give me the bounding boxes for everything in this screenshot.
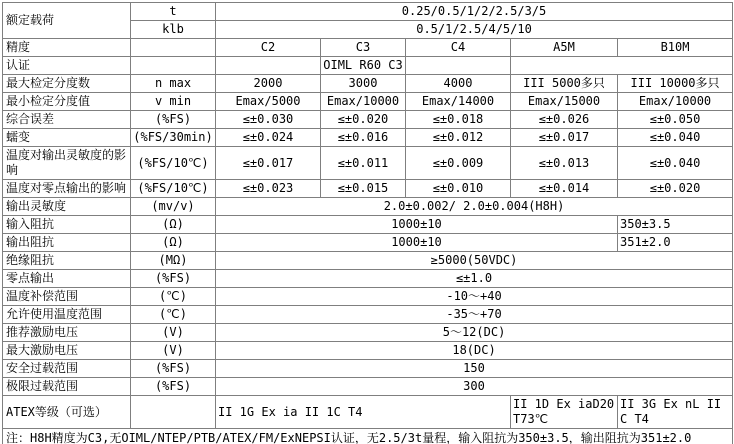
table-row bbox=[3, 111, 733, 129]
table-row bbox=[3, 306, 733, 324]
value-cert-a5m-b10m bbox=[511, 57, 733, 75]
value-tsens-c3: ≤±0.011 bbox=[321, 147, 406, 180]
value-error-c2: ≤±0.030 bbox=[216, 111, 321, 129]
value-nmax-c2: 2000 bbox=[216, 75, 321, 93]
value-zero-output: ≤±1.0 bbox=[216, 270, 733, 288]
value-tzero-a5m: ≤±0.014 bbox=[511, 180, 618, 198]
unit-celsius: (℃) bbox=[131, 306, 216, 324]
unit-empty bbox=[131, 396, 216, 429]
table-row bbox=[3, 360, 733, 378]
value-output-sensitivity: 2.0±0.002/ 2.0±0.004(H8H) bbox=[216, 198, 733, 216]
row-label-output-sensitivity: 输出灵敏度 bbox=[3, 198, 131, 216]
table-row bbox=[3, 129, 733, 147]
value-error-b10m: ≤±0.050 bbox=[618, 111, 733, 129]
value-insulation-resistance: ≥5000(50VDC) bbox=[216, 252, 733, 270]
unit-v-min: v min bbox=[131, 93, 216, 111]
unit-pct-fs-10c: (%FS/10℃) bbox=[131, 147, 216, 180]
footnote-h8h: 注：H8H精度为C3,无OIML/NTEP/PTB/ATEX/FM/ExNEPSI认证，无2.5/3t量程，输入阻抗为350±3.5，输出阻抗为351±2.0 bbox=[3, 429, 733, 444]
value-error-c4: ≤±0.018 bbox=[406, 111, 511, 129]
value-cert-c3: OIML R60 C3 bbox=[321, 57, 406, 75]
table-row bbox=[3, 180, 733, 198]
column-header-c4: C4 bbox=[406, 39, 511, 57]
row-label-temp-effect-sensitivity: 温度对输出灵敏度的影响 bbox=[3, 147, 131, 180]
table-row bbox=[3, 378, 733, 396]
value-tzero-c2: ≤±0.023 bbox=[216, 180, 321, 198]
row-label-insulation-resistance: 绝缘阻抗 bbox=[3, 252, 131, 270]
value-tzero-c3: ≤±0.015 bbox=[321, 180, 406, 198]
row-label-creep: 蠕变 bbox=[3, 129, 131, 147]
value-nmax-b10m: III 10000多只 bbox=[618, 75, 733, 93]
value-nmax-a5m: III 5000多只 bbox=[511, 75, 618, 93]
value-tsens-c4: ≤±0.009 bbox=[406, 147, 511, 180]
table-row bbox=[3, 3, 733, 21]
row-label-operating-temp-range: 允许使用温度范围 bbox=[3, 306, 131, 324]
table-row bbox=[3, 216, 733, 234]
unit-ohm: (Ω) bbox=[131, 216, 216, 234]
row-label-input-impedance: 输入阻抗 bbox=[3, 216, 131, 234]
value-error-a5m: ≤±0.026 bbox=[511, 111, 618, 129]
unit-pct-fs: (%FS) bbox=[131, 270, 216, 288]
value-creep-c3: ≤±0.016 bbox=[321, 129, 406, 147]
value-output-impedance: 1000±10 bbox=[216, 234, 618, 252]
value-tsens-a5m: ≤±0.013 bbox=[511, 147, 618, 180]
row-label-ultimate-overload: 极限过载范围 bbox=[3, 378, 131, 396]
value-ultimate-overload: 300 bbox=[216, 378, 733, 396]
unit-volt: (V) bbox=[131, 342, 216, 360]
value-nmax-c3: 3000 bbox=[321, 75, 406, 93]
table-row bbox=[3, 75, 733, 93]
value-tzero-c4: ≤±0.010 bbox=[406, 180, 511, 198]
value-capacities-klb: 0.5/1/2.5/4/5/10 bbox=[216, 21, 733, 39]
table-row bbox=[3, 147, 733, 180]
value-tzero-b10m: ≤±0.020 bbox=[618, 180, 733, 198]
unit-empty bbox=[131, 57, 216, 75]
value-nmax-c4: 4000 bbox=[406, 75, 511, 93]
row-label-certification: 认证 bbox=[3, 57, 131, 75]
row-label-safe-overload: 安全过载范围 bbox=[3, 360, 131, 378]
unit-empty bbox=[131, 39, 216, 57]
value-safe-overload: 150 bbox=[216, 360, 733, 378]
value-creep-c2: ≤±0.024 bbox=[216, 129, 321, 147]
value-atex-gas: II 1G Ex ia II 1C T4 bbox=[216, 396, 511, 429]
value-cert-c2 bbox=[216, 57, 321, 75]
row-label-output-impedance: 输出阻抗 bbox=[3, 234, 131, 252]
unit-pct-fs-10c: (%FS/10℃) bbox=[131, 180, 216, 198]
value-recommended-excitation: 5～12(DC) bbox=[216, 324, 733, 342]
column-header-c3: C3 bbox=[321, 39, 406, 57]
value-tsens-c2: ≤±0.017 bbox=[216, 147, 321, 180]
load-cell-spec-table bbox=[2, 2, 733, 444]
row-label-max-excitation: 最大激励电压 bbox=[3, 342, 131, 360]
value-creep-c4: ≤±0.012 bbox=[406, 129, 511, 147]
row-label-accuracy-class: 精度 bbox=[3, 39, 131, 57]
value-vmin-b10m: Emax/10000 bbox=[618, 93, 733, 111]
table-row bbox=[3, 234, 733, 252]
unit-t: t bbox=[131, 3, 216, 21]
table-row bbox=[3, 270, 733, 288]
unit-pct-fs-30min: (%FS/30min) bbox=[131, 129, 216, 147]
value-input-impedance-b10m: 350±3.5 bbox=[618, 216, 733, 234]
row-label-n-max: 最大检定分度数 bbox=[3, 75, 131, 93]
unit-ohm: (Ω) bbox=[131, 234, 216, 252]
value-max-excitation: 18(DC) bbox=[216, 342, 733, 360]
table-row bbox=[3, 324, 733, 342]
unit-klb: klb bbox=[131, 21, 216, 39]
row-label-temp-compensation-range: 温度补偿范围 bbox=[3, 288, 131, 306]
unit-volt: (V) bbox=[131, 324, 216, 342]
table-row bbox=[3, 342, 733, 360]
value-vmin-c4: Emax/14000 bbox=[406, 93, 511, 111]
row-label-atex-grade: ATEX等级（可选） bbox=[3, 396, 131, 429]
row-label-temp-effect-zero: 温度对零点输出的影响 bbox=[3, 180, 131, 198]
table-row bbox=[3, 198, 733, 216]
value-creep-a5m: ≤±0.017 bbox=[511, 129, 618, 147]
value-cert-c4 bbox=[406, 57, 511, 75]
unit-pct-fs: (%FS) bbox=[131, 378, 216, 396]
unit-mv-v: (mv/v) bbox=[131, 198, 216, 216]
value-vmin-c2: Emax/5000 bbox=[216, 93, 321, 111]
value-capacities-t: 0.25/0.5/1/2/2.5/3/5 bbox=[216, 3, 733, 21]
row-label-combined-error: 综合误差 bbox=[3, 111, 131, 129]
table-row bbox=[3, 93, 733, 111]
spec-table-body bbox=[3, 3, 733, 444]
unit-celsius: (℃) bbox=[131, 288, 216, 306]
row-label-recommended-excitation: 推荐激励电压 bbox=[3, 324, 131, 342]
value-input-impedance: 1000±10 bbox=[216, 216, 618, 234]
table-row bbox=[3, 252, 733, 270]
column-header-a5m: A5M bbox=[511, 39, 618, 57]
row-label-rated-load: 额定载荷 bbox=[3, 3, 131, 39]
unit-n-max: n max bbox=[131, 75, 216, 93]
value-temp-compensation-range: -10～+40 bbox=[216, 288, 733, 306]
value-vmin-c3: Emax/10000 bbox=[321, 93, 406, 111]
row-label-v-min: 最小检定分度值 bbox=[3, 93, 131, 111]
value-error-c3: ≤±0.020 bbox=[321, 111, 406, 129]
table-row bbox=[3, 57, 733, 75]
column-header-c2: C2 bbox=[216, 39, 321, 57]
value-operating-temp-range: -35～+70 bbox=[216, 306, 733, 324]
value-creep-b10m: ≤±0.040 bbox=[618, 129, 733, 147]
value-vmin-a5m: Emax/15000 bbox=[511, 93, 618, 111]
table-row bbox=[3, 429, 733, 444]
table-row bbox=[3, 396, 733, 429]
value-atex-nl: II 3G Ex nL II C T4 bbox=[618, 396, 733, 429]
row-label-zero-output: 零点输出 bbox=[3, 270, 131, 288]
table-row bbox=[3, 288, 733, 306]
column-header-b10m: B10M bbox=[618, 39, 733, 57]
unit-megohm: (MΩ) bbox=[131, 252, 216, 270]
unit-pct-fs: (%FS) bbox=[131, 360, 216, 378]
table-row bbox=[3, 39, 733, 57]
value-tsens-b10m: ≤±0.040 bbox=[618, 147, 733, 180]
value-output-impedance-b10m: 351±2.0 bbox=[618, 234, 733, 252]
unit-pct-fs: (%FS) bbox=[131, 111, 216, 129]
value-atex-dust: II 1D Ex iaD20 T73℃ bbox=[511, 396, 618, 429]
